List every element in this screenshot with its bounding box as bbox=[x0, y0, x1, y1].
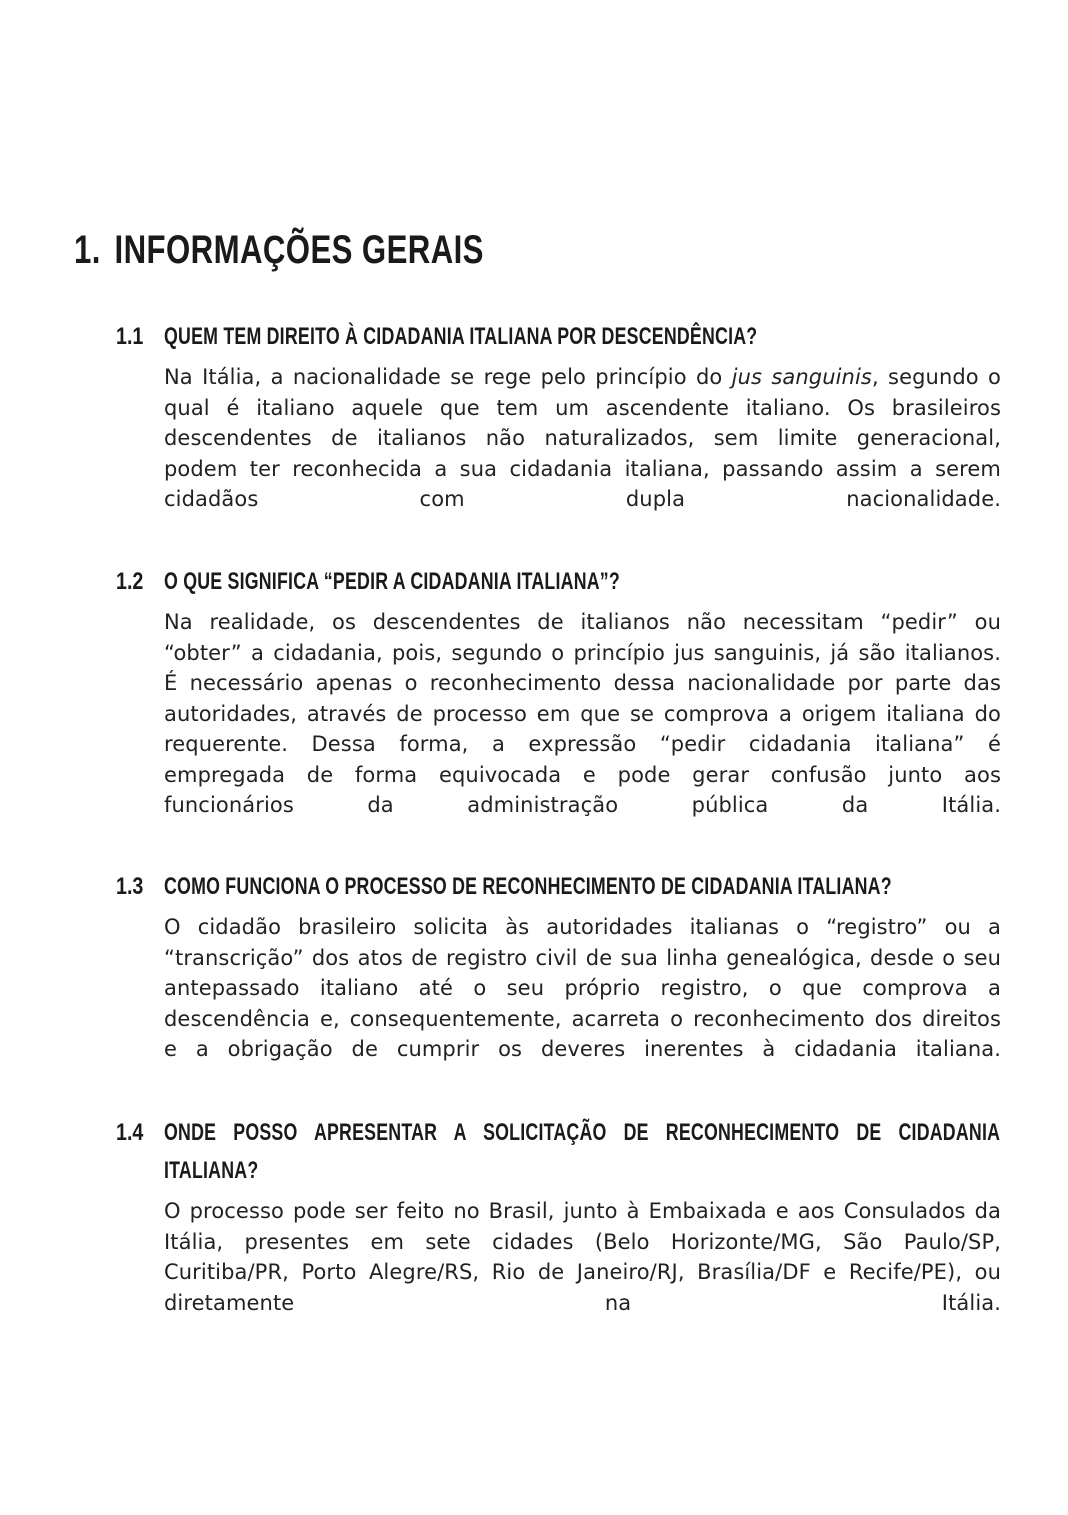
section-title: ONDE POSSO APRESENTAR A SOLICITAÇÃO DE RECONHECIMENTO DE CIDADANIA ITALIANA? bbox=[164, 1119, 1001, 1184]
section-heading bbox=[116, 868, 1001, 906]
section-body bbox=[164, 362, 1001, 515]
section-1-1 bbox=[116, 318, 1001, 515]
body-text-continued: , segundo o qual é italiano aquele que tem um ascendente italiano. Os brasileiros descendentes de italianos não naturalizados, sem limite generacional, podem ter reconhecida a sua cidadania italiana, passando assim a serem cidadãos com dupla nacionalidade. bbox=[164, 365, 1001, 511]
section-number: 1.1 bbox=[116, 323, 144, 350]
section-1-4 bbox=[116, 1114, 1001, 1318]
body-text: Na Itália, a nacionalidade se rege pelo princípio do bbox=[164, 365, 732, 389]
section-body: O cidadão brasileiro solicita às autoridades italianas o “registro” ou a “transcrição” dos atos de registro civil de sua linha genealógica, desde o seu antepassado italiano até o seu próprio registro, o que comprova a descendência e, consequentemente, acarreta o reconhecimento dos direitos e a obrigação de cumprir os deveres inerentes à cidadania italiana. bbox=[164, 915, 1001, 1061]
section-1-2 bbox=[116, 563, 1001, 821]
section-heading bbox=[116, 1114, 1001, 1190]
chapter-number: 1. bbox=[74, 228, 101, 272]
chapter-heading bbox=[74, 222, 799, 278]
section-heading bbox=[116, 318, 1001, 356]
section-title: COMO FUNCIONA O PROCESSO DE RECONHECIMENTO DE CIDADANIA ITALIANA? bbox=[164, 873, 892, 900]
section-heading bbox=[116, 563, 1001, 601]
section-body: O processo pode ser feito no Brasil, junto à Embaixada e aos Consulados da Itália, presentes em sete cidades (Belo Horizonte/MG, São Paulo/SP, Curitiba/PR, Porto Alegre/RS, Rio de Janeiro/RJ, Brasília/DF e Recife/PE), ou diretamente na Itália. bbox=[164, 1199, 1001, 1315]
section-1-3 bbox=[116, 868, 1001, 1065]
section-body: Na realidade, os descendentes de italianos não necessitam “pedir” ou “obter” a cidadania, pois, segundo o princípio jus sanguinis, já são italianos. É necessário apenas o reconhecimento dessa nacionalidade por parte das autoridades, através de processo em que se comprova a origem italiana do requerente. Dessa forma, a expressão “pedir cidadania italiana” é empregada de forma equivocada e pode gerar confusão junto aos funcionários da administração pública da Itália. bbox=[164, 610, 1001, 817]
section-number: 1.3 bbox=[116, 873, 144, 900]
section-title: O QUE SIGNIFICA “PEDIR A CIDADANIA ITALIANA”? bbox=[164, 568, 620, 595]
italic-term: jus sanguinis bbox=[731, 365, 872, 389]
section-number: 1.2 bbox=[116, 568, 144, 595]
section-title: QUEM TEM DIREITO À CIDADANIA ITALIANA POR DESCENDÊNCIA? bbox=[164, 323, 758, 350]
section-number: 1.4 bbox=[116, 1119, 144, 1146]
chapter-title: INFORMAÇÕES GERAIS bbox=[114, 228, 484, 272]
